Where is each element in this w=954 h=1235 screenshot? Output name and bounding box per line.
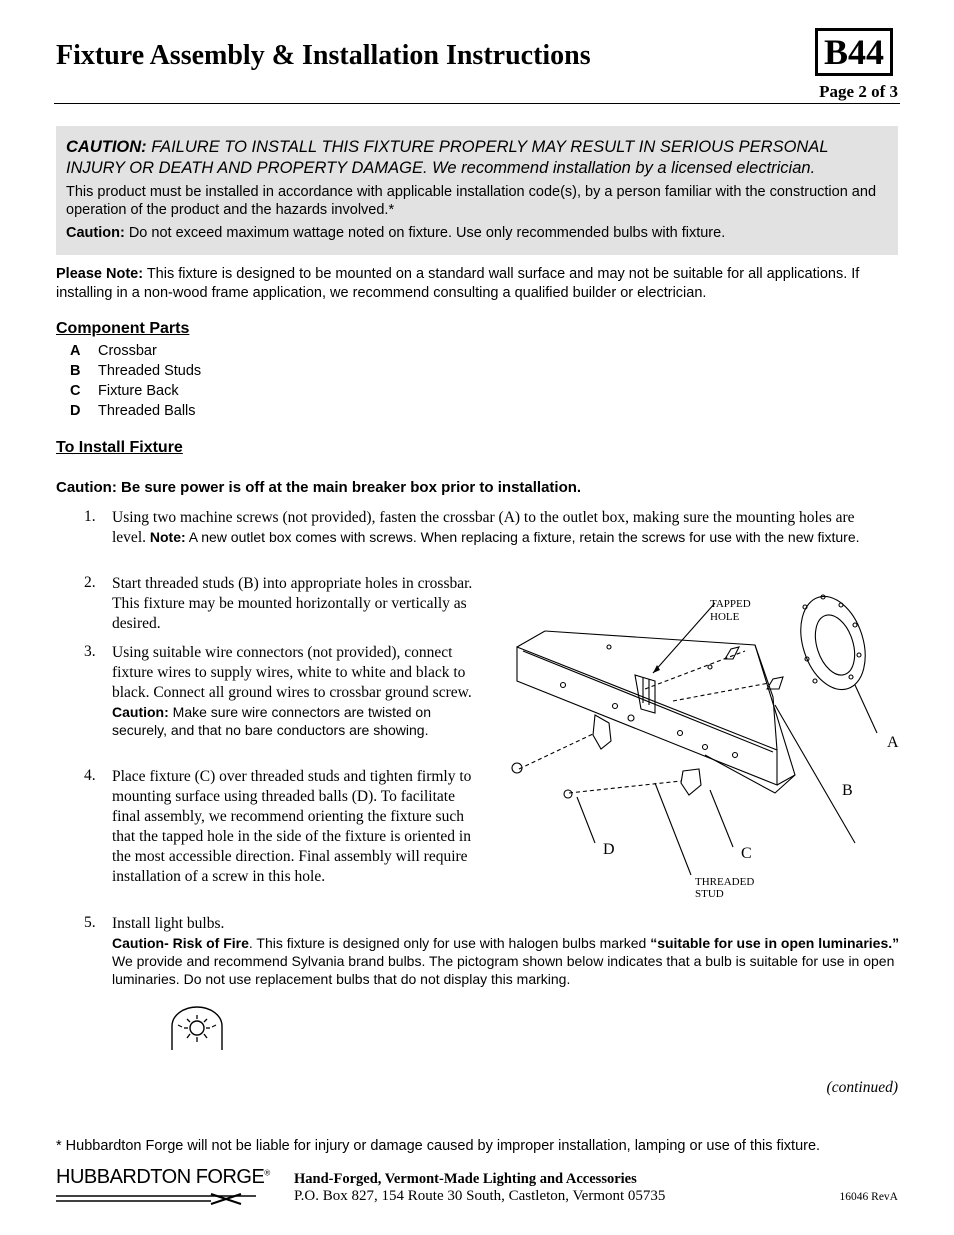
caution-warning <box>66 137 886 179</box>
label-b: B <box>842 782 853 799</box>
label-tapped: TAPPED <box>710 598 751 610</box>
install-fixture-heading: To Install Fixture <box>56 439 183 456</box>
part-name: Threaded Balls <box>98 403 196 419</box>
part-name: Crossbar <box>98 343 157 359</box>
caution-warning-text: FAILURE TO INSTALL THIS FIXTURE PROPERLY MAY RESULT IN SERIOUS PERSONAL INJURY OR DEATH AND PROPERTY DAMAGE. We recommend installation by a licensed electrician. <box>66 138 829 177</box>
step-3-note: Make sure wire connectors are twisted on securely, and that no bare conductors are showing. <box>112 704 431 738</box>
footnote: * Hubbardton Forge will not be liable for injury or damage caused by improper installation, lamping or use of this fixture. <box>56 1138 821 1154</box>
part-letter: B <box>70 363 81 379</box>
power-caution: Caution: Be sure power is off at the main breaker box prior to installation. <box>56 479 582 496</box>
label-hole: HOLE <box>710 611 740 623</box>
crossbar-plate <box>517 647 777 785</box>
installation-code-text: This product must be installed in accordance with applicable installation code(s), by a person familiar with the construction and operation of the product and the hazards involved.* <box>66 184 877 218</box>
part-letter: A <box>70 343 81 359</box>
brand-name: HUBBARDTON FORGE <box>56 1166 265 1188</box>
step-5-text: Install light bulbs. <box>112 915 225 932</box>
wattage-caution-text: Do not exceed maximum wattage noted on fixture. Use only recommended bulbs with fixture. <box>124 225 726 241</box>
step-number: 2. <box>84 574 96 591</box>
component-parts-heading: Component Parts <box>56 320 190 337</box>
step-1-text: Using two machine screws (not provided), fasten the crossbar (A) to the outlet box, making sure the mounting holes are level. <box>112 509 855 546</box>
step-5-note: . This fixture is designed only for use with halogen bulbs marked <box>248 935 651 951</box>
page-number: Page 2 of 3 <box>819 82 898 101</box>
tagline: Hand-Forged, Vermont-Made Lighting and Accessories <box>294 1171 637 1187</box>
step-1-note: A new outlet box comes with screws. When replacing a fixture, retain the screws for use with the new fixture. <box>185 529 860 545</box>
label-d: D <box>603 841 615 858</box>
registered-mark: ® <box>264 1168 270 1178</box>
brand-logo <box>56 1166 270 1189</box>
step-3-note-block <box>112 703 474 739</box>
part-letter: D <box>70 403 81 419</box>
document-title: Fixture Assembly & Installation Instructions <box>56 40 591 71</box>
step-5-note-quote: “suitable for use in open luminaries.” <box>650 935 900 951</box>
step-3-note-lead: Caution: <box>112 704 169 720</box>
wattage-caution-lead: Caution: <box>66 225 125 241</box>
step-1 <box>112 508 892 548</box>
step-number: 1. <box>84 508 96 525</box>
label-a: A <box>887 734 899 751</box>
step-5-note-lead: Caution- <box>112 935 169 951</box>
step-5-note-lead2: Risk of Fire <box>168 935 249 951</box>
document-code-box: B44 <box>815 28 893 76</box>
continued-note: (continued) <box>826 1079 898 1096</box>
please-note <box>56 265 898 303</box>
label-stud: STUD <box>695 888 724 900</box>
part-name: Fixture Back <box>98 383 179 399</box>
step-5-note-tail: We provide and recommend Sylvania brand bulbs. The pictogram shown below indicates that a bulb is suitable for use in open luminaries. Do not use replacement bulbs that do not display this marking. <box>112 953 895 987</box>
part-name: Threaded Studs <box>98 363 202 379</box>
step-5-note-block <box>112 934 900 988</box>
assembly-diagram <box>505 585 905 905</box>
please-note-lead: Please Note: <box>56 266 144 282</box>
wattage-caution <box>66 224 886 242</box>
step-3 <box>112 643 476 739</box>
step-5 <box>112 914 902 988</box>
step-3-text: Using suitable wire connectors (not provided), connect fixture wires to supply wires, white to white and black to black. Connect all ground wires to crossbar ground screw. <box>112 644 472 701</box>
brand-underline-icon <box>56 1192 256 1206</box>
caution-lead: CAUTION: <box>66 138 147 156</box>
please-note-text: This fixture is designed to be mounted on a standard wall surface and may not be suitable for all applications. If installing in a non-wood frame application, we recommend consulting a qualified builder or electrician. <box>56 266 860 301</box>
step-1-note-lead: Note: <box>149 529 186 545</box>
open-luminaire-pictogram-icon <box>168 1006 226 1054</box>
step-number: 5. <box>84 914 96 931</box>
label-threaded: THREADED <box>695 876 755 888</box>
label-c: C <box>741 845 752 862</box>
revision: 16046 RevA <box>839 1191 898 1203</box>
address: P.O. Box 827, 154 Route 30 South, Castleton, Vermont 05735 <box>294 1188 666 1204</box>
header-rule <box>54 103 900 104</box>
step-4-text: Place fixture (C) over threaded studs and tighten firmly to mounting surface using threaded balls (D). To facilitate final assembly, we recommend orienting the fixture such that the tapped hole in the side of the fixture is oriented in the most accessible direction. Final assembly will require installation of a screw in this hole. <box>112 768 472 885</box>
step-number: 4. <box>84 767 96 784</box>
part-letter: C <box>70 383 81 399</box>
step-number: 3. <box>84 643 96 660</box>
step-2-text: Start threaded studs (B) into appropriate holes in crossbar. This fixture may be mounted horizontally or vertically as desired. <box>112 575 473 632</box>
